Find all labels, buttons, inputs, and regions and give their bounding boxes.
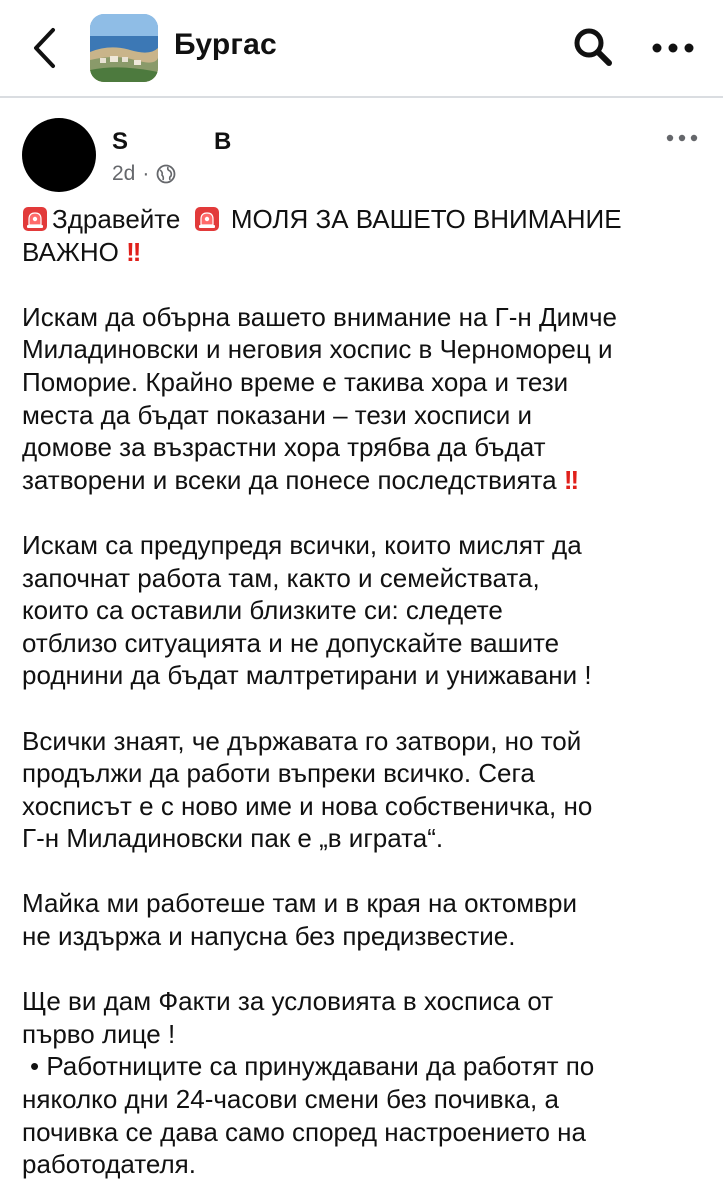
- paragraph-3-line-2: продължи да работи въпреки всичко. Сега: [22, 758, 535, 789]
- paragraph-2-line-1: Искам са предупредя всички, които мислят да: [22, 529, 582, 560]
- chevron-left-icon: [31, 27, 57, 69]
- paragraph-3-line-4: Г-н Миладиновски пак е „в играта“.: [22, 823, 444, 854]
- paragraph-gap: [22, 692, 712, 725]
- paragraph-2-line-2: започнат работа там, както и семействата,: [22, 562, 540, 593]
- paragraph-5-line-2: първо лице !: [22, 1018, 176, 1049]
- siren-icon: [194, 206, 220, 232]
- post-more-button[interactable]: [660, 124, 704, 152]
- globe-icon: [156, 164, 176, 184]
- more-horizontal-icon: [651, 42, 695, 54]
- paragraph-1-last-text: затворени и всеки да понесе последствията: [22, 464, 557, 495]
- more-horizontal-icon: [666, 134, 698, 142]
- paragraph-3-line-3: хосписът е с ново име и нова собственичка, но: [22, 790, 593, 821]
- paragraph-2-line-3: които са оставили близките си: следете: [22, 595, 503, 626]
- paragraph-5-line-1: Ще ви дам Факти за условията в хосписа от: [22, 986, 554, 1017]
- post-headline-line-2: [22, 236, 712, 269]
- search-button[interactable]: [568, 22, 618, 72]
- header-more-button[interactable]: [648, 28, 698, 68]
- siren-icon: [22, 206, 48, 232]
- search-icon: [571, 25, 615, 69]
- city-photo: [90, 14, 158, 82]
- bullet-line-4: работодателя.: [22, 1149, 196, 1180]
- paragraph-3-line-1: Всички знаят, че държавата го затвори, но той: [22, 725, 582, 756]
- back-button[interactable]: [22, 22, 66, 74]
- post-time[interactable]: 2d: [112, 162, 136, 185]
- paragraph-1-line-5: домове за възрастни хора трябва да бъдат: [22, 432, 546, 463]
- paragraph-2-line-5: роднини да бъдат малтретирани и унижавани !: [22, 660, 592, 691]
- paragraph-gap: [22, 268, 712, 301]
- group-title[interactable]: Бургас: [174, 28, 277, 61]
- paragraph-gap: [22, 855, 712, 888]
- author-name-last[interactable]: B: [214, 128, 232, 155]
- paragraph-1-line-2: Миладиновски и неговия хоспис в Черноморец и: [22, 334, 613, 365]
- paragraph-1-line-3: Поморие. Крайно време е такива хора и тези: [22, 366, 569, 397]
- paragraph-gap: [22, 496, 712, 529]
- group-header: [0, 0, 723, 96]
- paragraph-1-line-6: [22, 464, 712, 497]
- paragraph-4-line-2: не издържа и напусна без предизвестие.: [22, 921, 516, 952]
- paragraph-4-line-1: Майка ми работеше там и в края на октомври: [22, 888, 577, 919]
- double-exclamation-icon: !!: [126, 236, 140, 267]
- headline-greeting: Здравейте: [52, 204, 181, 234]
- paragraph-gap: [22, 953, 712, 986]
- bullet-line-1: • Работниците са принуждавани да работят по: [30, 1051, 595, 1082]
- author-avatar[interactable]: [22, 118, 96, 192]
- group-avatar[interactable]: [90, 14, 158, 82]
- post-headline-line-1: [22, 203, 712, 236]
- double-exclamation-icon: !!: [563, 464, 578, 495]
- paragraph-1-line-4: места да бъдат показани – тези хосписи и: [22, 399, 532, 430]
- post-text: [22, 203, 712, 1181]
- author-name-first[interactable]: S: [112, 128, 129, 155]
- bullet-line-3: почивка се дава само според настроението на: [22, 1116, 587, 1147]
- headline-important: ВАЖНО: [22, 236, 119, 267]
- headline-appeal: МОЛЯ ЗА ВАШЕТО ВНИМАНИЕ: [230, 204, 622, 234]
- meta-separator: ·: [142, 162, 150, 185]
- paragraph-1-line-1: Искам да обърна вашето внимание на Г-н Димче: [22, 301, 617, 332]
- post-meta: [112, 162, 176, 186]
- bullet-line-2: няколко дни 24-часови смени без почивка, а: [22, 1084, 559, 1115]
- paragraph-2-line-4: отблизо ситуацията и не допускайте вашите: [22, 627, 560, 658]
- header-divider: [0, 96, 723, 98]
